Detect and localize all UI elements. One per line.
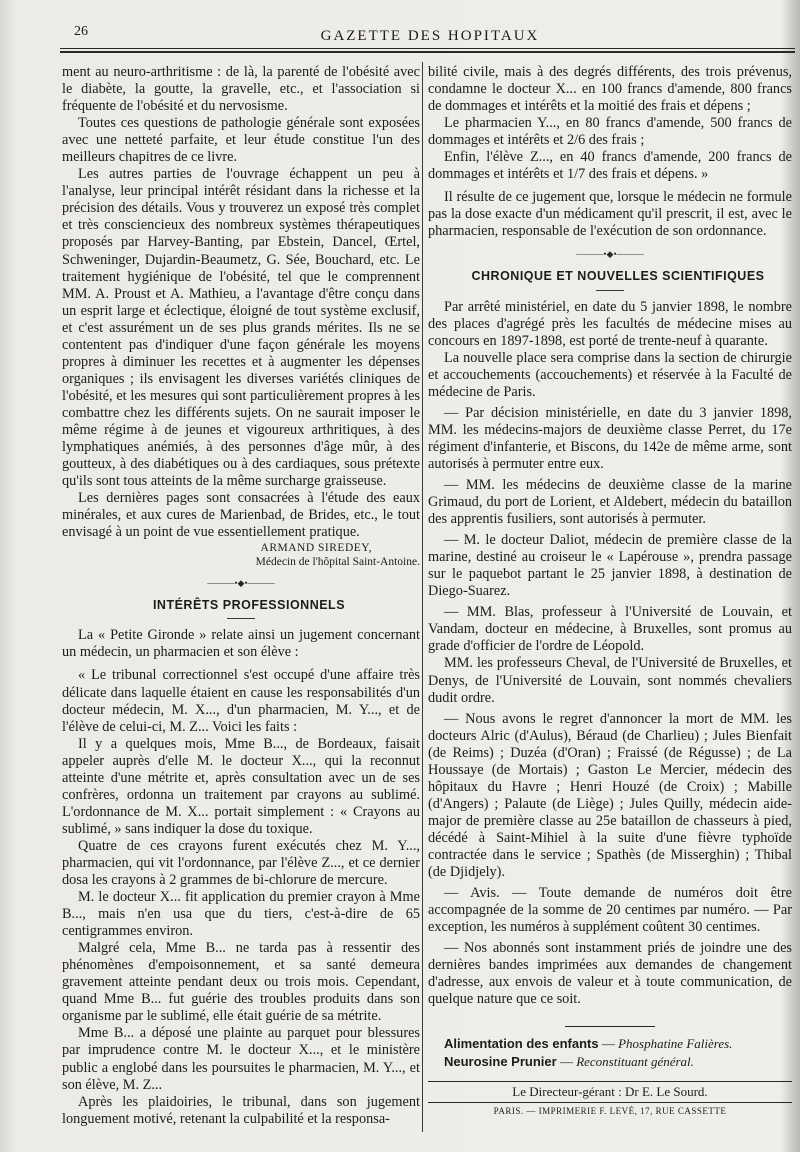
news-item: — Avis. — Toute demande de numéros doit être accompagnée de la somme de 20 centimes par numéro. — Par exception, les numéros à supplément coûtent 30 centimes.: [428, 885, 792, 936]
printer-line: PARIS. — IMPRIMERIE F. LEVÉ, 17, RUE CASSETTE: [493, 1106, 727, 1117]
news-item: — Nos abonnés sont instamment priés de joindre une des dernières bandes imprimées aux demandes de changement d'adresse, aux envois de valeur et à toute communication, de quelque nature que ce soit.: [428, 940, 792, 1008]
news-item: — Nous avons le regret d'annoncer la mort de MM. les docteurs Alric (d'Aulus), Béraud (de Charlieu) ; Jules Bienfait (de Reims) ; Duzéa (d'Oran) ; Fraissé (de Régusse) ; de La Houssaye (de Mortais) ; Gaston Le Mercier, médecin des hôpitaux du Havre ; Henri Houzé (de Croix) ; Mabille (d'Angers) ; Palaute (de Liège) ; Jules Quilly, médecin aide-major de première classe au 25e bataillon de chasseurs à pied, décédé à Saint-Mihiel à la suite d'une fièvre typhoïde contractée dans le service ; Spathès (de Misserghin) ; Thibal (de Djidjely).: [428, 710, 792, 881]
paragraph: M. le docteur X... fit application du premier crayon à Mme B..., mais n'en usa que du tiers, c'est-à-dire de 65 centigrammes environ.: [62, 889, 420, 940]
left-column: [62, 64, 420, 1128]
advertisement: [428, 1053, 792, 1071]
header-rule-thick: [60, 51, 795, 53]
news-item: — MM. les médecins de deuxième classe de la marine Grimaud, du port de Lorient, et Aldebert, médecin du bataillon des apprentis fusiliers, sont autorisés à permuter.: [428, 476, 792, 528]
paragraph: Toutes ces questions de pathologie générale sont exposées avec une netteté parfaite, et leur étude constitue l'un des meilleurs chapitres de ce livre.: [62, 115, 420, 166]
news-item: Par arrêté ministériel, en date du 5 janvier 1898, le nombre des places d'agrégé près les facultés de médecine mises au concours en 1897-1898, est porté de trente-neuf à quarante.: [428, 298, 792, 349]
paragraph: Le pharmacien Y..., en 80 francs d'amende, 500 francs de dommages et intérêts et 2/6 des frais ;: [428, 115, 792, 149]
news-item: — MM. Blas, professeur à l'Université de Louvain, et Vandam, docteur en médecine, à Bruxelles, sont promus au grade d'officier de l'ordre de Léopold.: [428, 604, 792, 655]
paragraph: Mme B... a déposé une plainte au parquet pour blessures par imprudence contre M. le docteur X..., et le ministère public a englobé dans les poursuites le pharmacien, M. Y..., et son élève, M. Z...: [62, 1025, 420, 1093]
ad-dash: —: [556, 1054, 577, 1070]
author-name: ARMAND SIREDEY,: [260, 542, 372, 555]
author-role: Médecin de l'hôpital Saint-Antoine.: [255, 556, 420, 569]
ad-product: Reconstituant général.: [576, 1054, 694, 1070]
paragraph: Il résulte de ce jugement que, lorsque le médecin ne formule pas la dose exacte d'un médicament qu'il prescrit, il est, avec le pharmacien, responsable de l'exécution de son ordonnance.: [428, 189, 792, 240]
right-column: [428, 64, 792, 1119]
paragraph: La « Petite Gironde » relate ainsi un jugement concernant un médecin, un pharmacien et son élève :: [62, 627, 420, 661]
column-divider: [422, 62, 423, 1132]
header-rule-thin: [60, 48, 795, 49]
paragraph: ment au neuro-arthritisme : de là, la parenté de l'obésité avec le diabète, la goutte, la gravelle, etc., et l'association si fréquente de l'obésité et du nervosisme.: [62, 64, 420, 115]
paragraph: Il y a quelques mois, Mme B..., de Bordeaux, faisait appeler auprès d'elle M. le docteur X..., qui la reconnut atteinte d'une métrite et, après consultation avec un de ses confrères, ordonna un traitement par crayons au sublimé. L'ordonnance de M. X... portait simplement : « Crayons au sublimé, » sans indiquer la dose du toxique.: [62, 735, 420, 837]
paragraph: bilité civile, mais à des degrés différents, des trois prévenus, condamne le docteur X... en 100 francs d'amende, 800 francs de dommages et intérêts et la moitié des frais et dépens ;: [428, 64, 792, 115]
news-item: MM. les professeurs Cheval, de l'Université de Bruxelles, et Denys, de l'Université de Louvain, sont nommés chevaliers dudit ordre.: [428, 655, 792, 706]
director-line: Le Directeur-gérant : Dr E. Le Sourd.: [512, 1084, 708, 1100]
section-title: CHRONIQUE ET NOUVELLES SCIENTIFIQUES: [471, 269, 765, 284]
news-item: — M. le docteur Daliot, médecin de première classe de la marine, destiné au croiseur le « Lapérouse », prendra passage sur le paquebot partant le 25 janvier 1898, à destination de Diego-Suarez.: [428, 532, 792, 600]
news-item: La nouvelle place sera comprise dans la section de chirurgie et accouchements (accouchements) et réservée à la Faculté de médecine de Paris.: [428, 349, 792, 400]
paragraph: Quatre de ces crayons furent exécutés chez M. Y..., pharmacien, qui vit l'ordonnance, par l'élève Z..., et ce dernier dosa les crayons à 2 grammes de bi-chlorure de mercure.: [62, 837, 420, 889]
section-ornament: ———•◆•———: [207, 578, 275, 589]
journal-title: GAZETTE DES HOPITAUX: [320, 28, 540, 44]
paragraph: « Le tribunal correctionnel s'est occupé d'une affaire très délicate dans laquelle étaient en cause les responsabilités d'un docteur médecin, M. X..., d'un pharmacien, M. Y..., et de l'élève de celui-ci, M. Z... Voici les faits :: [62, 667, 420, 735]
paragraph: Malgré cela, Mme B... ne tarda pas à ressentir des phénomènes d'empoisonnement, et sa santé demeura gravement atteinte pendant deux ou trois mois. Cependant, quand Mme B... fut guérie des troubles produits dans son organisme par le sublimé, elle était guérie de sa métrite.: [62, 940, 420, 1025]
paragraph: Les autres parties de l'ouvrage échappent un peu à l'analyse, leur principal intérêt résidant dans la richesse et la précision des détails. Vous y trouverez un exposé très complet et très consciencieux des nombreux systèmes thérapeutiques proposés par Harvey-Banting, par Ebstein, Dancel, Œrtel, Schweninger, Dujardin-Beaumetz, G. Sée, Bouchard, etc. Le traitement hygiénique de l'obésité, tel que le comprennent MM. A. Proust et A. Mathieu, a l'avantage d'être conçu dans un esprit large et éclectique, éloigné de tout système exclusif, et c'est assurément un de ses plus grands mérites. Ils ne se contentent pas d'indiquer d'une façon générale les moyens propres à diminuer les recettes et à augmenter les dépenses organiques ; ils envisagent les diverses variétés cliniques de l'obésité, et les mesures qui sont particulièrement propres à les combattre chez les différents sujets. On ne saurait imposer le même régime à de jeunes et vigoureux arthritiques, à des lymphatiques anémiés, à des personnes d'âge mûr, à des goutteux, à des diabétiques ou à des cardiaques, sous prétexte qu'ils sont tous atteints de la même surcharge graisseuse.: [62, 166, 420, 490]
ad-product: Phosphatine Falières.: [618, 1036, 733, 1052]
news-item: — Par décision ministérielle, en date du 3 janvier 1898, MM. les médecins-majors de deuxième classe Perret, du 17e régiment d'infanterie, et Biscons, du 142e de même arme, sont autorisés à permuter entre eux.: [428, 404, 792, 472]
paragraph: Après les plaidoiries, le tribunal, dans son jugement longuement motivé, retenant la culpabilité et la responsa-: [62, 1093, 420, 1127]
section-ornament: ———•◆•———: [576, 249, 644, 260]
paragraph: Les dernières pages sont consacrées à l'étude des eaux minérales, et aux cures de Marienbad, de Brides, etc., le tout envisagé à un point de vue essentiellement pratique.: [62, 490, 420, 541]
advertisement: [428, 1035, 792, 1053]
ad-dash: —: [598, 1036, 619, 1052]
paragraph: Enfin, l'élève Z..., en 40 francs d'amende, 200 francs de dommages et intérêts et 1/7 des frais et dépens. »: [428, 149, 792, 183]
ad-label: Alimentation des enfants: [444, 1036, 599, 1052]
ad-label: Neurosine Prunier: [444, 1054, 557, 1070]
section-title: INTÉRÊTS PROFESSIONNELS: [152, 598, 346, 613]
page-header: [60, 24, 800, 46]
signature-block: [62, 541, 420, 569]
page-number: 26: [74, 24, 88, 39]
